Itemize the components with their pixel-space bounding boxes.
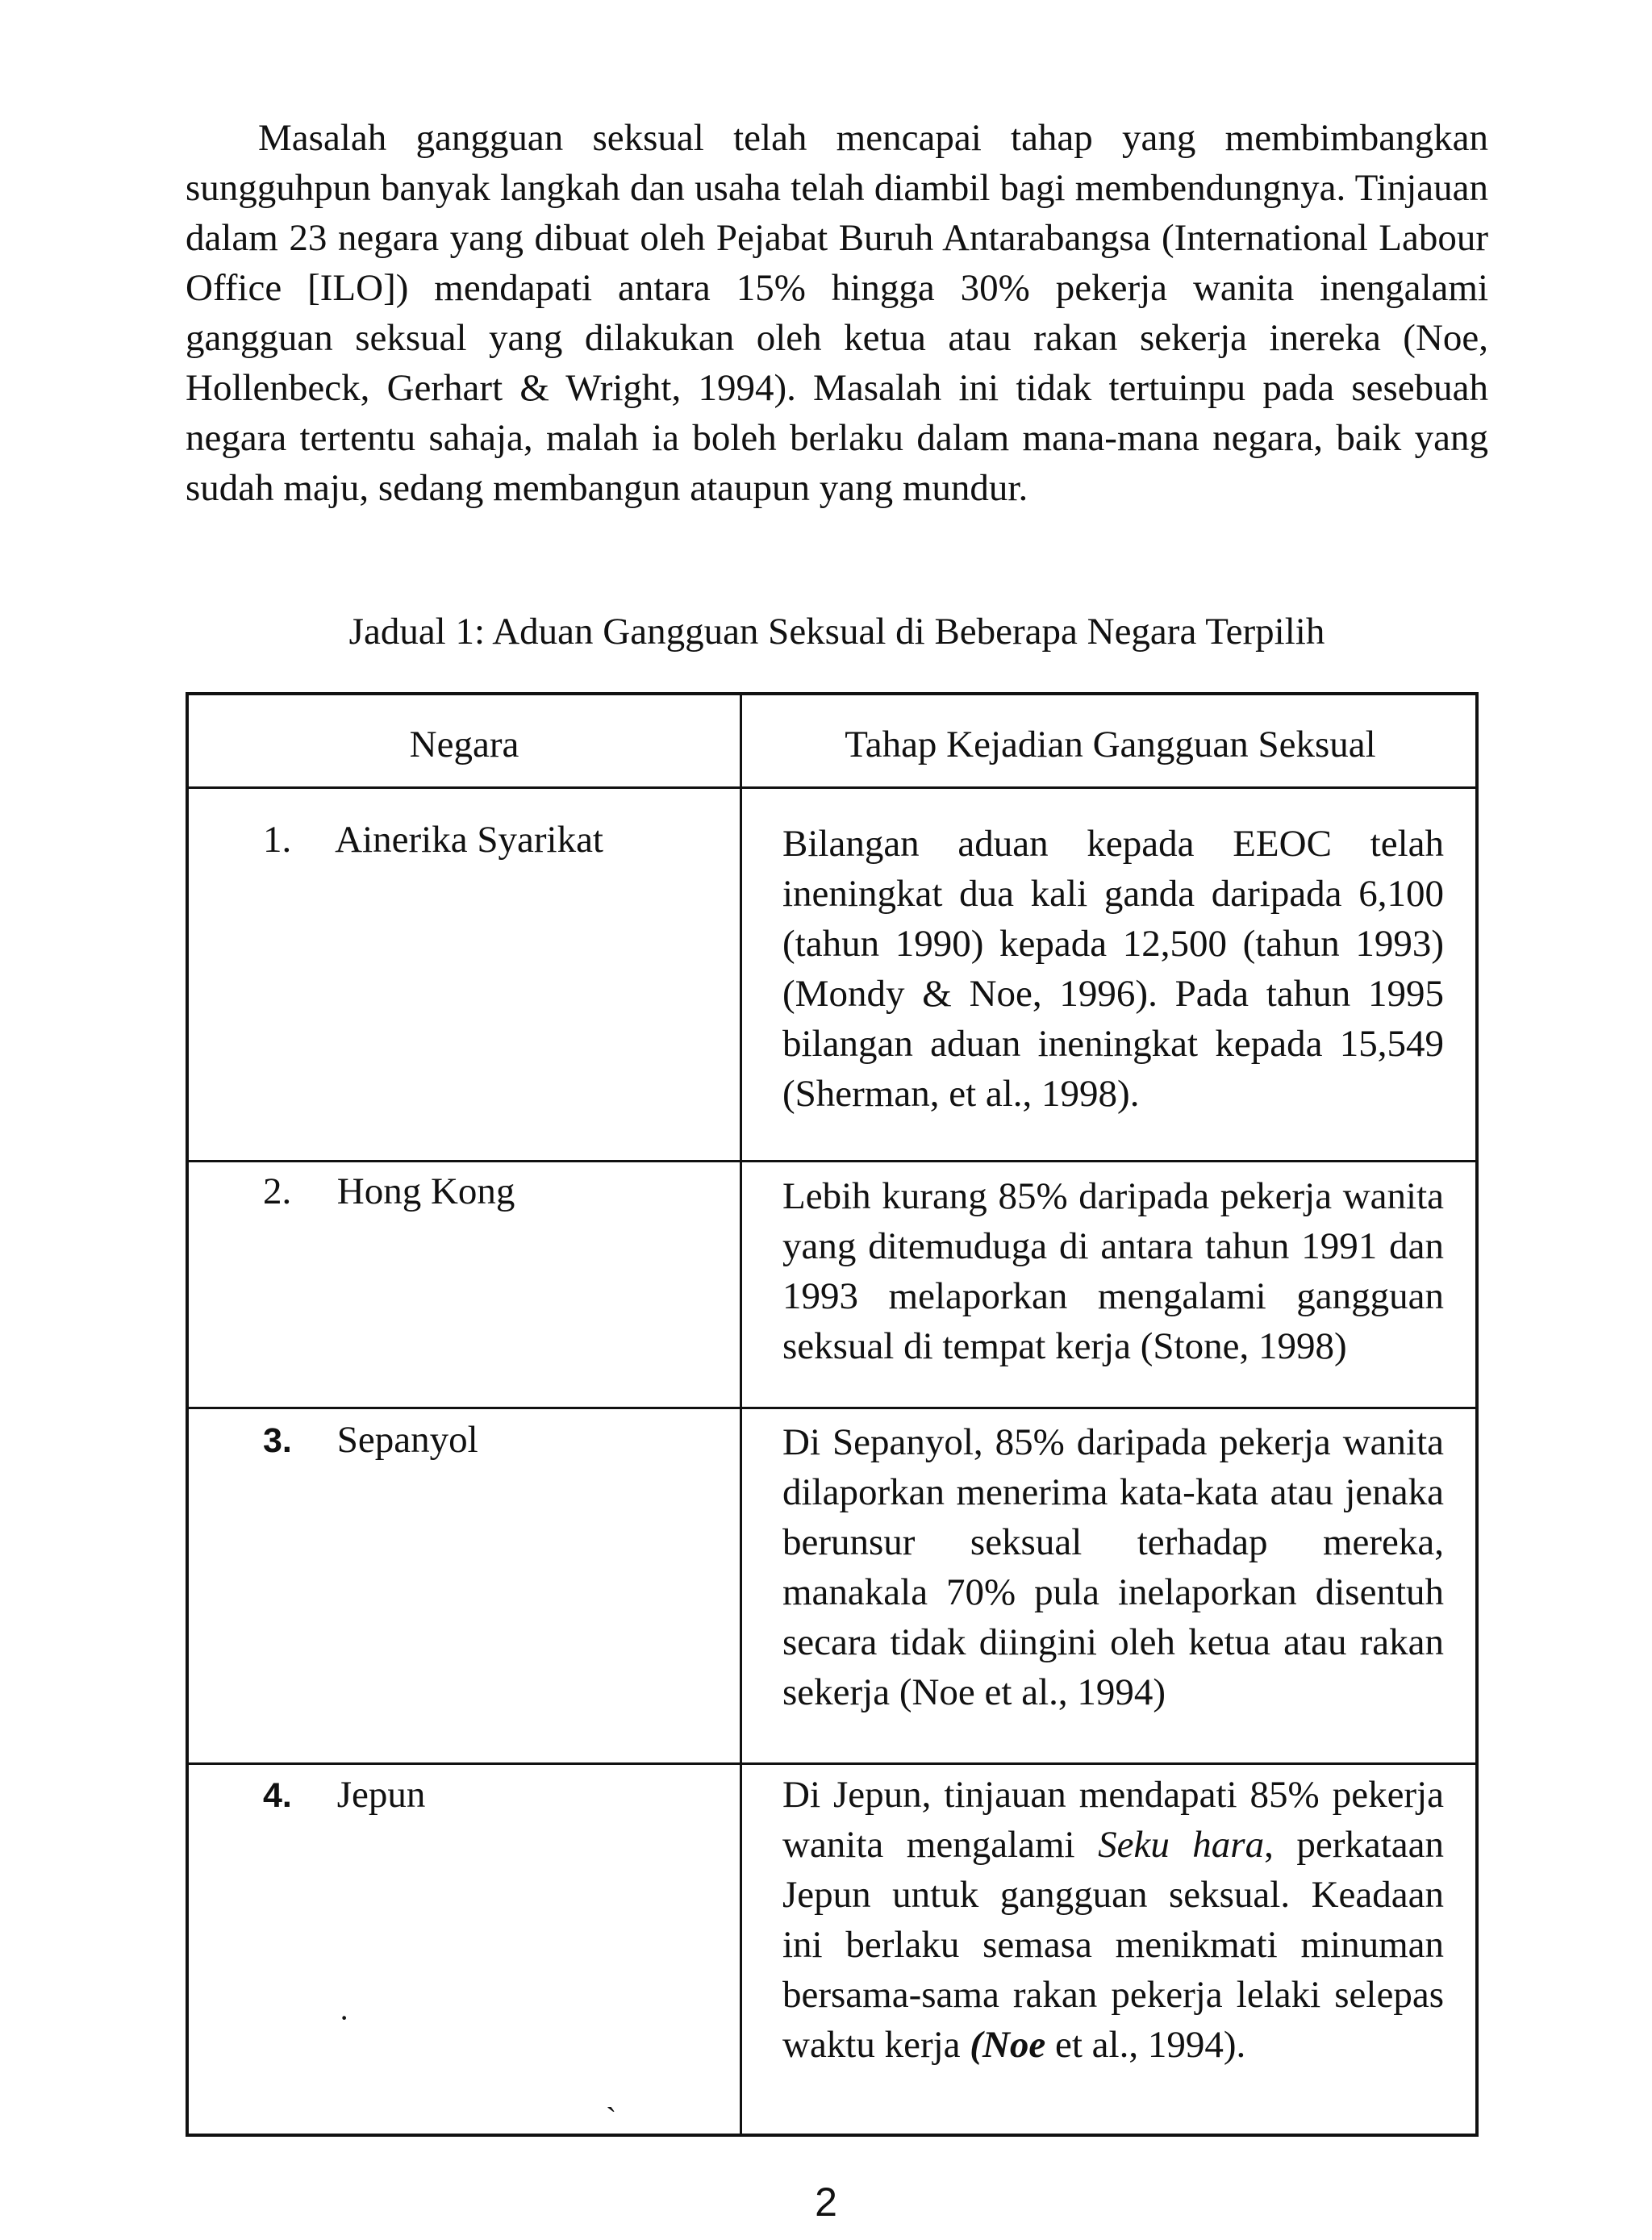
header-divider <box>189 786 1475 789</box>
intro-paragraph-text: Masalah gangguan seksual telah mencapai tahap yang membimbangkan sungguhpun banyak langkah dan usaha telah diambil bagi membendungnya. Tinjauan dalam 23 negara yang dibuat oleh Pejabat Buruh Antarabangsa (International Labour Office [ILO]) mendapati antara 15% hingga 30% pekerja wanita inengalami gangguan seksual yang dilakukan oleh ketua atau rakan sekerja inereka (Noe, Hollenbeck, Gerhart & Wright, 1994). Masalah ini tidak tertuinpu pada sesebuah negara tertentu sahaja, malah ia boleh berlaku dalam mana-mana negara, baik yang sudah maju, sedang membangun ataupun yang mundur. <box>186 117 1488 509</box>
stray-mark: · <box>339 2000 350 2036</box>
table-row-country <box>263 815 715 865</box>
row-number: 4. <box>263 1776 292 1815</box>
desc-text: Di Jepun, tinjauan mendapati 85% pekerja wanita mengalami <box>782 1774 1444 1866</box>
table-column-divider <box>740 695 742 2134</box>
stray-mark: ` <box>606 2100 617 2137</box>
country-name: Sepanyol <box>336 1419 478 1461</box>
country-name: Jepun <box>336 1774 426 1816</box>
row-divider-1 <box>189 1160 1475 1162</box>
table-row-description: Lebih kurang 85% daripada pekerja wanita yang ditemuduga di antara tahun 1991 dan 1993 melaporkan mengalami gangguan seksual di tempat kerja (Stone, 1998) <box>782 1175 1444 1367</box>
table-row-description <box>782 1770 1444 2070</box>
table-row-country <box>263 1166 715 1216</box>
table-row-description: Bilangan aduan kepada EEOC telah ineningkat dua kali ganda daripada 6,100 (tahun 1990) kepada 12,500 (tahun 1993) (Mondy & Noe, 1996). Pada tahun 1995 bilangan aduan ineningkat kepada 15,549 (Sherman, et al., 1998). <box>782 823 1444 1115</box>
desc-italic-term: Seku hara <box>1098 1824 1265 1866</box>
row-number: 1. <box>263 819 292 861</box>
row-divider-2 <box>189 1407 1475 1409</box>
row-number: 2. <box>263 1170 292 1212</box>
desc-italic-citation: (Noe <box>970 2024 1046 2066</box>
country-name: Ainerika Syarikat <box>335 819 603 861</box>
header-tahap-kejadian: Tahap Kejadian Gangguan Seksual <box>845 724 1376 765</box>
desc-text: , perkataan Jepun untuk gangguan seksual. Keadaan ini berlaku semasa menikmati minuman bersama-sama rakan pekerja lelaki selepas waktu kerja <box>782 1824 1445 2066</box>
row-divider-3 <box>189 1762 1475 1765</box>
page-number: 2 <box>815 2180 837 2225</box>
row-number: 3. <box>263 1421 292 1460</box>
country-name: Hong Kong <box>336 1170 515 1212</box>
table-row-country <box>263 1415 715 1466</box>
complaints-table <box>186 692 1479 2137</box>
intro-paragraph <box>186 113 1488 513</box>
header-negara: Negara <box>409 724 519 765</box>
table-row-description: Di Sepanyol, 85% daripada pekerja wanita dilaporkan menerima kata-kata atau jenaka berunsur seksual terhadap mereka, manakala 70% pula inelaporkan disentuh secara tidak diingini oleh ketua atau rakan sekerja (Noe et al., 1994) <box>782 1421 1444 1713</box>
table-caption: Jadual 1: Aduan Gangguan Seksual di Beberapa Negara Terpilih <box>348 611 1325 653</box>
desc-text: et al., 1994). <box>1045 2024 1246 2066</box>
table-row-country <box>263 1770 715 1821</box>
